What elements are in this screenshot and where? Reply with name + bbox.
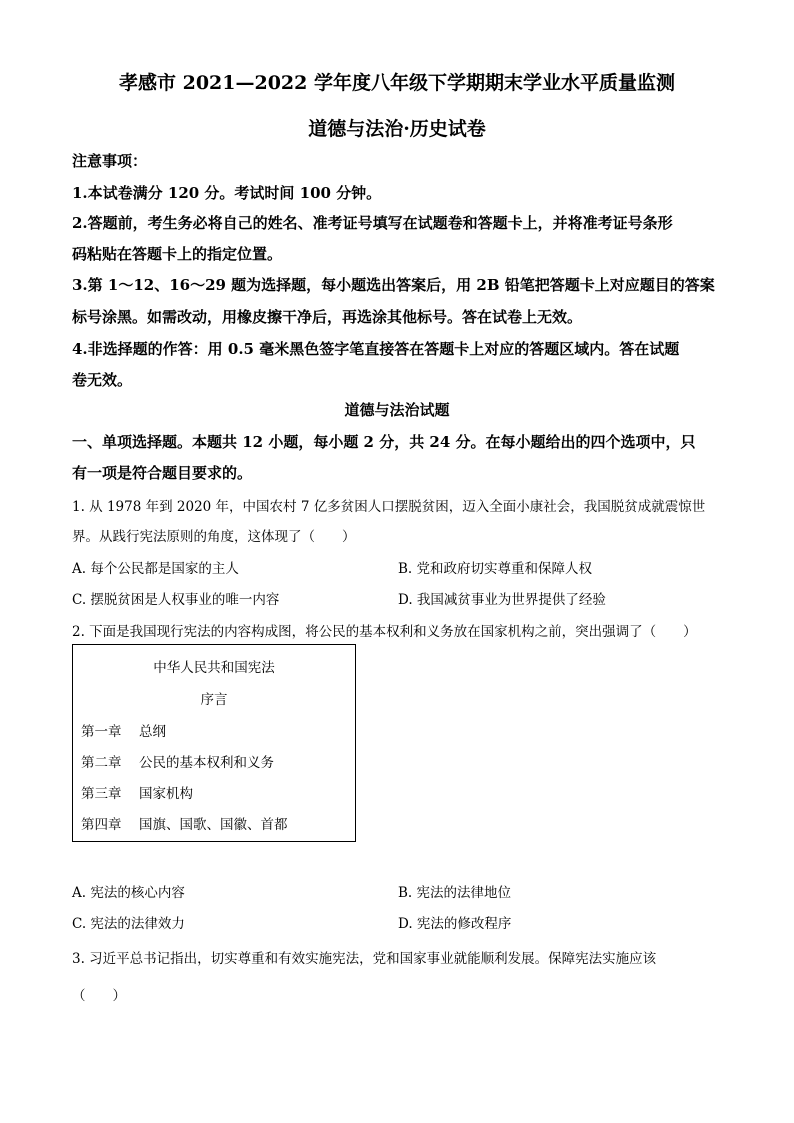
note-item: 卷无效。 — [72, 371, 133, 389]
question-3-stem: 3. 习近平总书记指出，切实尊重和有效实施宪法，党和国家事业就能顺利发展。保障宪法实施应该 — [72, 951, 657, 967]
note-item: 3.第 1～12、16～29 题为选择题，每小题选出答案后，用 2B 铅笔把答题卡上对应题目的答案 — [72, 276, 715, 294]
note-item: 4.非选择题的作答：用 0.5 毫米黑色签字笔直接答在答题卡上对应的答题区域内。答在试题 — [72, 340, 680, 358]
note-item: 码粘贴在答题卡上的指定位置。 — [72, 245, 283, 263]
q1-option-d: D. 我国减贫事业为世界提供了经验 — [398, 592, 606, 608]
part1-instruction: 有一项是符合题目要求的。 — [72, 464, 253, 482]
box-chapter: 第一章 总纲 — [81, 724, 166, 740]
q1-option-a: A. 每个公民都是国家的主人 — [72, 561, 239, 577]
question-1-stem: 界。从践行宪法原则的角度，这体现了（ ） — [72, 529, 356, 545]
box-chapter: 第三章 国家机构 — [81, 786, 193, 802]
box-title: 中华人民共和国宪法 — [153, 660, 275, 676]
note-item: 2.答题前，考生务必将自己的姓名、准考证号填写在试题卷和答题卡上，并将准考证号条形 — [72, 214, 673, 232]
q1-option-c: C. 摆脱贫困是人权事业的唯一内容 — [72, 592, 280, 608]
question-3-stem: （ ） — [72, 988, 126, 1004]
q2-option-a: A. 宪法的核心内容 — [72, 885, 185, 901]
q2-option-b: B. 宪法的法律地位 — [398, 885, 512, 901]
note-item: 标号涂黑。如需改动，用橡皮擦干净后，再选涂其他标号。答在试卷上无效。 — [72, 308, 583, 326]
section-title: 道德与法治试题 — [344, 401, 450, 419]
question-2-stem: 2. 下面是我国现行宪法的内容构成图，将公民的基本权利和义务放在国家机构之前，突出强调了（ ） — [72, 624, 697, 640]
exam-subtitle: 道德与法治·历史试卷 — [308, 118, 486, 140]
box-chapter: 第四章 国旗、国歌、国徽、首都 — [81, 817, 288, 833]
q2-option-c: C. 宪法的法律效力 — [72, 916, 185, 932]
notes-heading: 注意事项： — [72, 152, 148, 170]
note-item: 1.本试卷满分 120 分。考试时间 100 分钟。 — [72, 184, 382, 202]
box-chapter: 第二章 公民的基本权利和义务 — [81, 755, 274, 771]
q1-option-b: B. 党和政府切实尊重和保障人权 — [398, 561, 593, 577]
question-1-stem: 1. 从 1978 年到 2020 年，中国农村 7 亿多贫困人口摆脱贫困，迈入全面小康社会，我国脱贫成就震惊世 — [72, 499, 706, 515]
part1-instruction: 一、单项选择题。本题共 12 小题，每小题 2 分，共 24 分。在每小题给出的四个选项中，只 — [72, 433, 696, 451]
constitution-structure-box — [72, 644, 356, 842]
q2-option-d: D. 宪法的修改程序 — [398, 916, 512, 932]
exam-title: 孝感市 2021—2022 学年度八年级下学期期末学业水平质量监测 — [119, 72, 675, 94]
box-preface: 序言 — [200, 692, 228, 708]
